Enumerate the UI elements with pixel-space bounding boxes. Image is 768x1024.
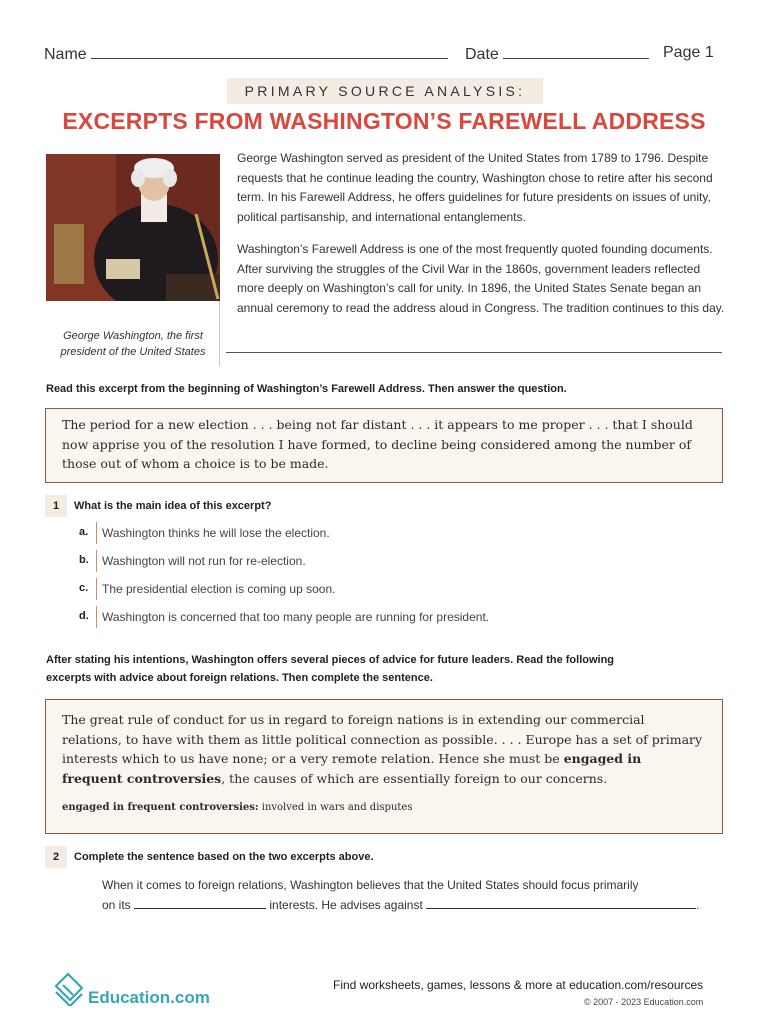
option-b-letter: b. (79, 554, 89, 566)
instruction-1: Read this excerpt from the beginning of Washington’s Farewell Address. Then answer the question. (46, 383, 567, 395)
option-d-letter: d. (79, 610, 89, 622)
name-label: Name (44, 46, 87, 63)
option-b[interactable]: Washington will not run for re-election. (102, 554, 306, 568)
intro-paragraph-2: Washington’s Farewell Address is one of the most frequently quoted founding documents. After surviving the struggles of the Civil War in the 1860s, government leaders reflected more deeply on Washington’s call for unity. In 1896, the United States Senate began an annual ceremony to read the address aloud in Congress. The tradition continues to this day. (237, 242, 725, 315)
name-field[interactable] (44, 44, 448, 64)
option-d[interactable]: Washington is concerned that too many people are running for president. (102, 610, 490, 624)
brand-name: Education.com (88, 988, 210, 1007)
excerpt-1-text: The period for a new election . . . being not far distant . . . it appears to me proper . . . that I should now apprise you of the resolution I have formed, to decline being considered among the number of those out of whom a choice is to be made. (62, 417, 693, 471)
excerpt-2-bold-term: engaged in frequent controversies (62, 751, 642, 786)
footer-copyright: © 2007 - 2023 Education.com (584, 997, 704, 1007)
question-1-text: What is the main idea of this excerpt? (74, 500, 272, 512)
question-2-number: 2 (45, 846, 67, 868)
washington-portrait-image (46, 154, 220, 301)
sentence-line-1: When it comes to foreign relations, Washington believes that the United States should focus primarily (102, 878, 639, 892)
intro-paragraph-1: George Washington served as president of the United States from 1789 to 1796. Despite requests that he continue leading the country, Washington chose to retire after his second term. In his Farewell Address, he offers guidelines for future presidents on issues of unity, political partisanship, and international entanglements. (237, 151, 713, 224)
glossary-note: engaged in frequent controversies: involved in wars and disputes (62, 802, 413, 813)
question-2-text: Complete the sentence based on the two excerpts above. (74, 851, 374, 863)
kicker-label: PRIMARY SOURCE ANALYSIS: (227, 78, 543, 104)
question-1-number: 1 (45, 495, 67, 517)
option-a-bar (96, 522, 97, 544)
option-c-bar (96, 578, 97, 600)
portrait-illustration (46, 154, 220, 301)
date-field[interactable] (465, 44, 649, 64)
portrait-caption: George Washington, the first president of the United States (60, 330, 206, 358)
option-b-bar (96, 550, 97, 572)
advises-against-blank[interactable] (426, 896, 696, 909)
footer-tagline: Find worksheets, games, lessons & more at education.com/resources (333, 978, 704, 992)
option-c-letter: c. (79, 582, 89, 594)
option-c[interactable]: The presidential election is coming up soon. (102, 582, 336, 596)
excerpt-2-text: The great rule of conduct for us in regard to foreign nations is in extending our commercial relations, to have with them as little political connection as possible. . . . Europe has a set of primary interests which to us have none; or a very remote relation. Hence she must be engaged in frequent controversies, the causes of which are essentially foreign to our concerns. (62, 712, 703, 786)
intro-divider (226, 352, 722, 353)
education-logo-icon (52, 972, 86, 1011)
date-blank[interactable] (503, 44, 649, 59)
option-d-bar (96, 606, 97, 628)
page-title: EXCERPTS FROM WASHINGTON’S FAREWELL ADDRESS (62, 108, 706, 134)
page-number: Page 1 (663, 44, 714, 61)
sentence-line-2: on its interests. He advises against . (102, 898, 700, 912)
option-a-letter: a. (79, 526, 89, 538)
instruction-2: After stating his intentions, Washington offers several pieces of advice for future leaders. Read the following excerpts with advice about foreign relations. Then complete the sentence. (46, 654, 615, 684)
excerpt-2-box (45, 699, 723, 834)
name-blank[interactable] (91, 44, 448, 59)
excerpt-1-box (45, 408, 723, 483)
option-a[interactable]: Washington thinks he will lose the election. (102, 526, 330, 540)
date-label: Date (465, 46, 499, 63)
interests-blank[interactable] (134, 896, 266, 909)
